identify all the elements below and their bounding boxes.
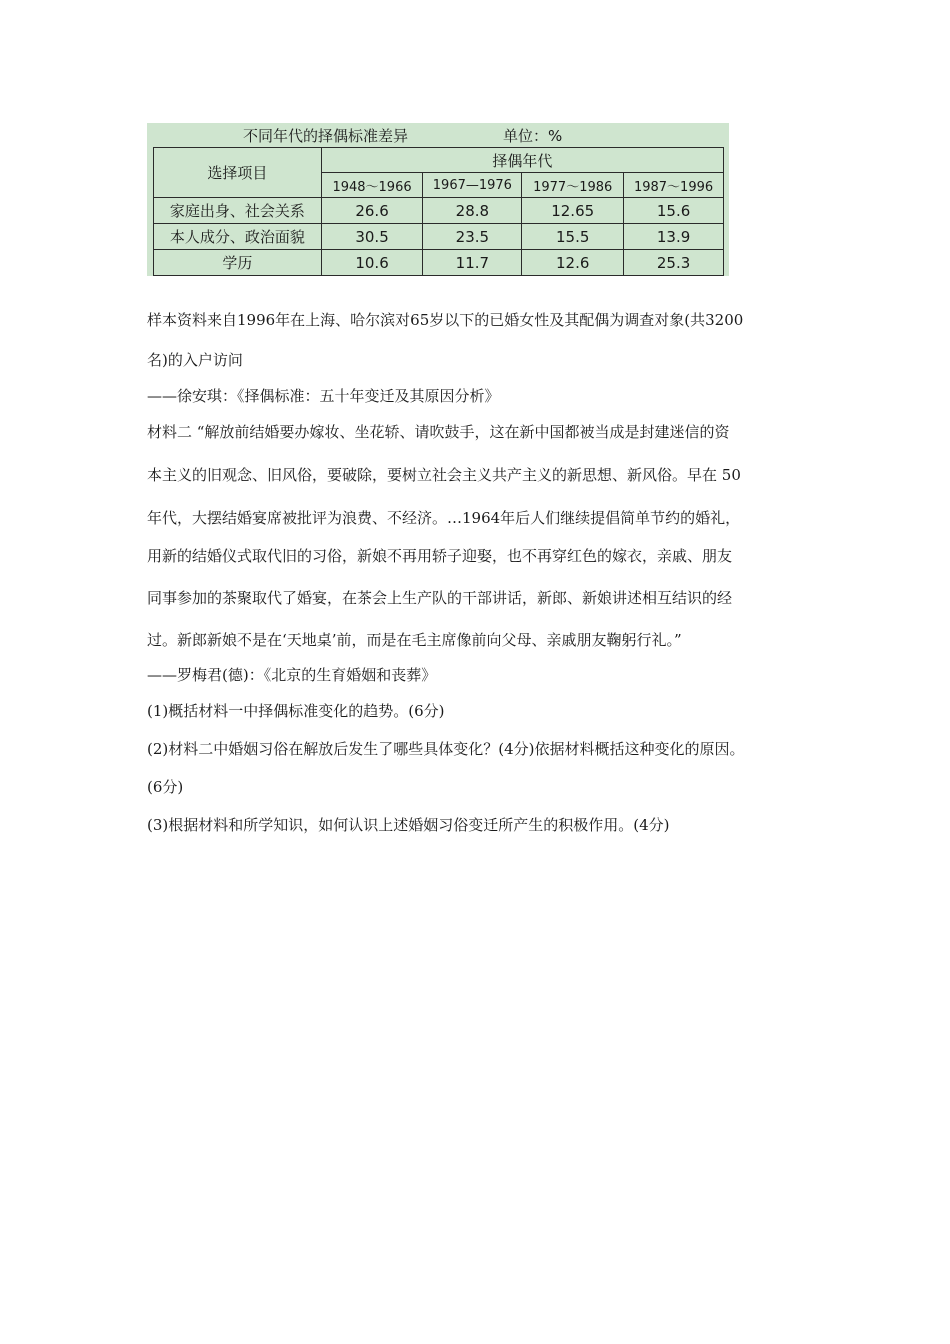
table-cell: 30.5 — [321, 224, 423, 250]
question-1: (1)概括材料一中择偶标准变化的趋势。(6分) — [147, 702, 445, 720]
table-header-row — [154, 148, 724, 173]
marriage-criteria-table-image — [147, 123, 729, 276]
citation-2: ——罗梅君(德)：《北京的生育婚姻和丧葬》 — [147, 666, 437, 684]
material-two-line-5: 同事参加的茶聚取代了婚宴，在茶会上生产队的干部讲话，新郎、新娘讲述相互结识的经 — [147, 589, 733, 607]
table-row — [154, 198, 724, 224]
material-two-line-2: 本主义的旧观念、旧风俗，要破除，要树立社会主义共产主义的新思想、新风俗。早在 50 — [147, 466, 741, 484]
source-note-line-1: 样本资料来自1996年在上海、哈尔滨对65岁以下的已婚女性及其配偶为调查对象(共3200 — [147, 311, 744, 329]
row-label: 家庭出身、社会关系 — [154, 198, 322, 224]
table-row — [154, 250, 724, 276]
material-two-line-3: 年代，大摆结婚宴席被批评为浪费、不经济。…1964年后人们继续提倡简单节约的婚礼， — [147, 509, 741, 527]
table-cell: 23.5 — [423, 224, 522, 250]
table-row — [154, 224, 724, 250]
period-header: 1977～1986 — [522, 173, 624, 198]
table-cell: 28.8 — [423, 198, 522, 224]
table-title-bar — [147, 123, 729, 147]
group-header-cell: 择偶年代 — [321, 148, 723, 173]
table-cell: 12.65 — [522, 198, 624, 224]
period-header: 1948～1966 — [321, 173, 423, 198]
citation-1: ——徐安琪：《择偶标准：五十年变迁及其原因分析》 — [147, 387, 500, 405]
material-two-line-6: 过。新郎新娘不是在‘天地桌’前，而是在毛主席像前向父母、亲戚朋友鞠躬行礼。” — [147, 631, 682, 649]
period-header: 1967—1976 — [423, 173, 522, 198]
material-two-line-1: 材料二 “解放前结婚要办嫁妆、坐花轿、请吹鼓手，这在新中国都被当成是封建迷信的资 — [147, 423, 730, 441]
question-2-points: (6分) — [147, 778, 184, 796]
table-cell: 13.9 — [624, 224, 724, 250]
source-note-line-2: 名)的入户访问 — [147, 351, 243, 369]
row-header-cell: 选择项目 — [154, 148, 322, 198]
table-cell: 12.6 — [522, 250, 624, 276]
table-cell: 15.6 — [624, 198, 724, 224]
table-cell: 10.6 — [321, 250, 423, 276]
material-two-line-4: 用新的结婚仪式取代旧的习俗，新娘不再用轿子迎娶，也不再穿红色的嫁衣，亲戚、朋友 — [147, 547, 733, 565]
table-cell: 25.3 — [624, 250, 724, 276]
table-cell: 26.6 — [321, 198, 423, 224]
row-label: 本人成分、政治面貌 — [154, 224, 322, 250]
row-label: 学历 — [154, 250, 322, 276]
marriage-criteria-table — [153, 147, 724, 276]
question-2: (2)材料二中婚姻习俗在解放后发生了哪些具体变化？(4分)依据材料概括这种变化的原因。 — [147, 740, 745, 758]
question-3: (3)根据材料和所学知识，如何认识上述婚姻习俗变迁所产生的积极作用。(4分) — [147, 816, 670, 834]
table-cell: 11.7 — [423, 250, 522, 276]
table-cell: 15.5 — [522, 224, 624, 250]
table-unit: 单位：% — [503, 127, 563, 145]
table-title: 不同年代的择偶标准差异 — [243, 127, 409, 145]
period-header: 1987～1996 — [624, 173, 724, 198]
